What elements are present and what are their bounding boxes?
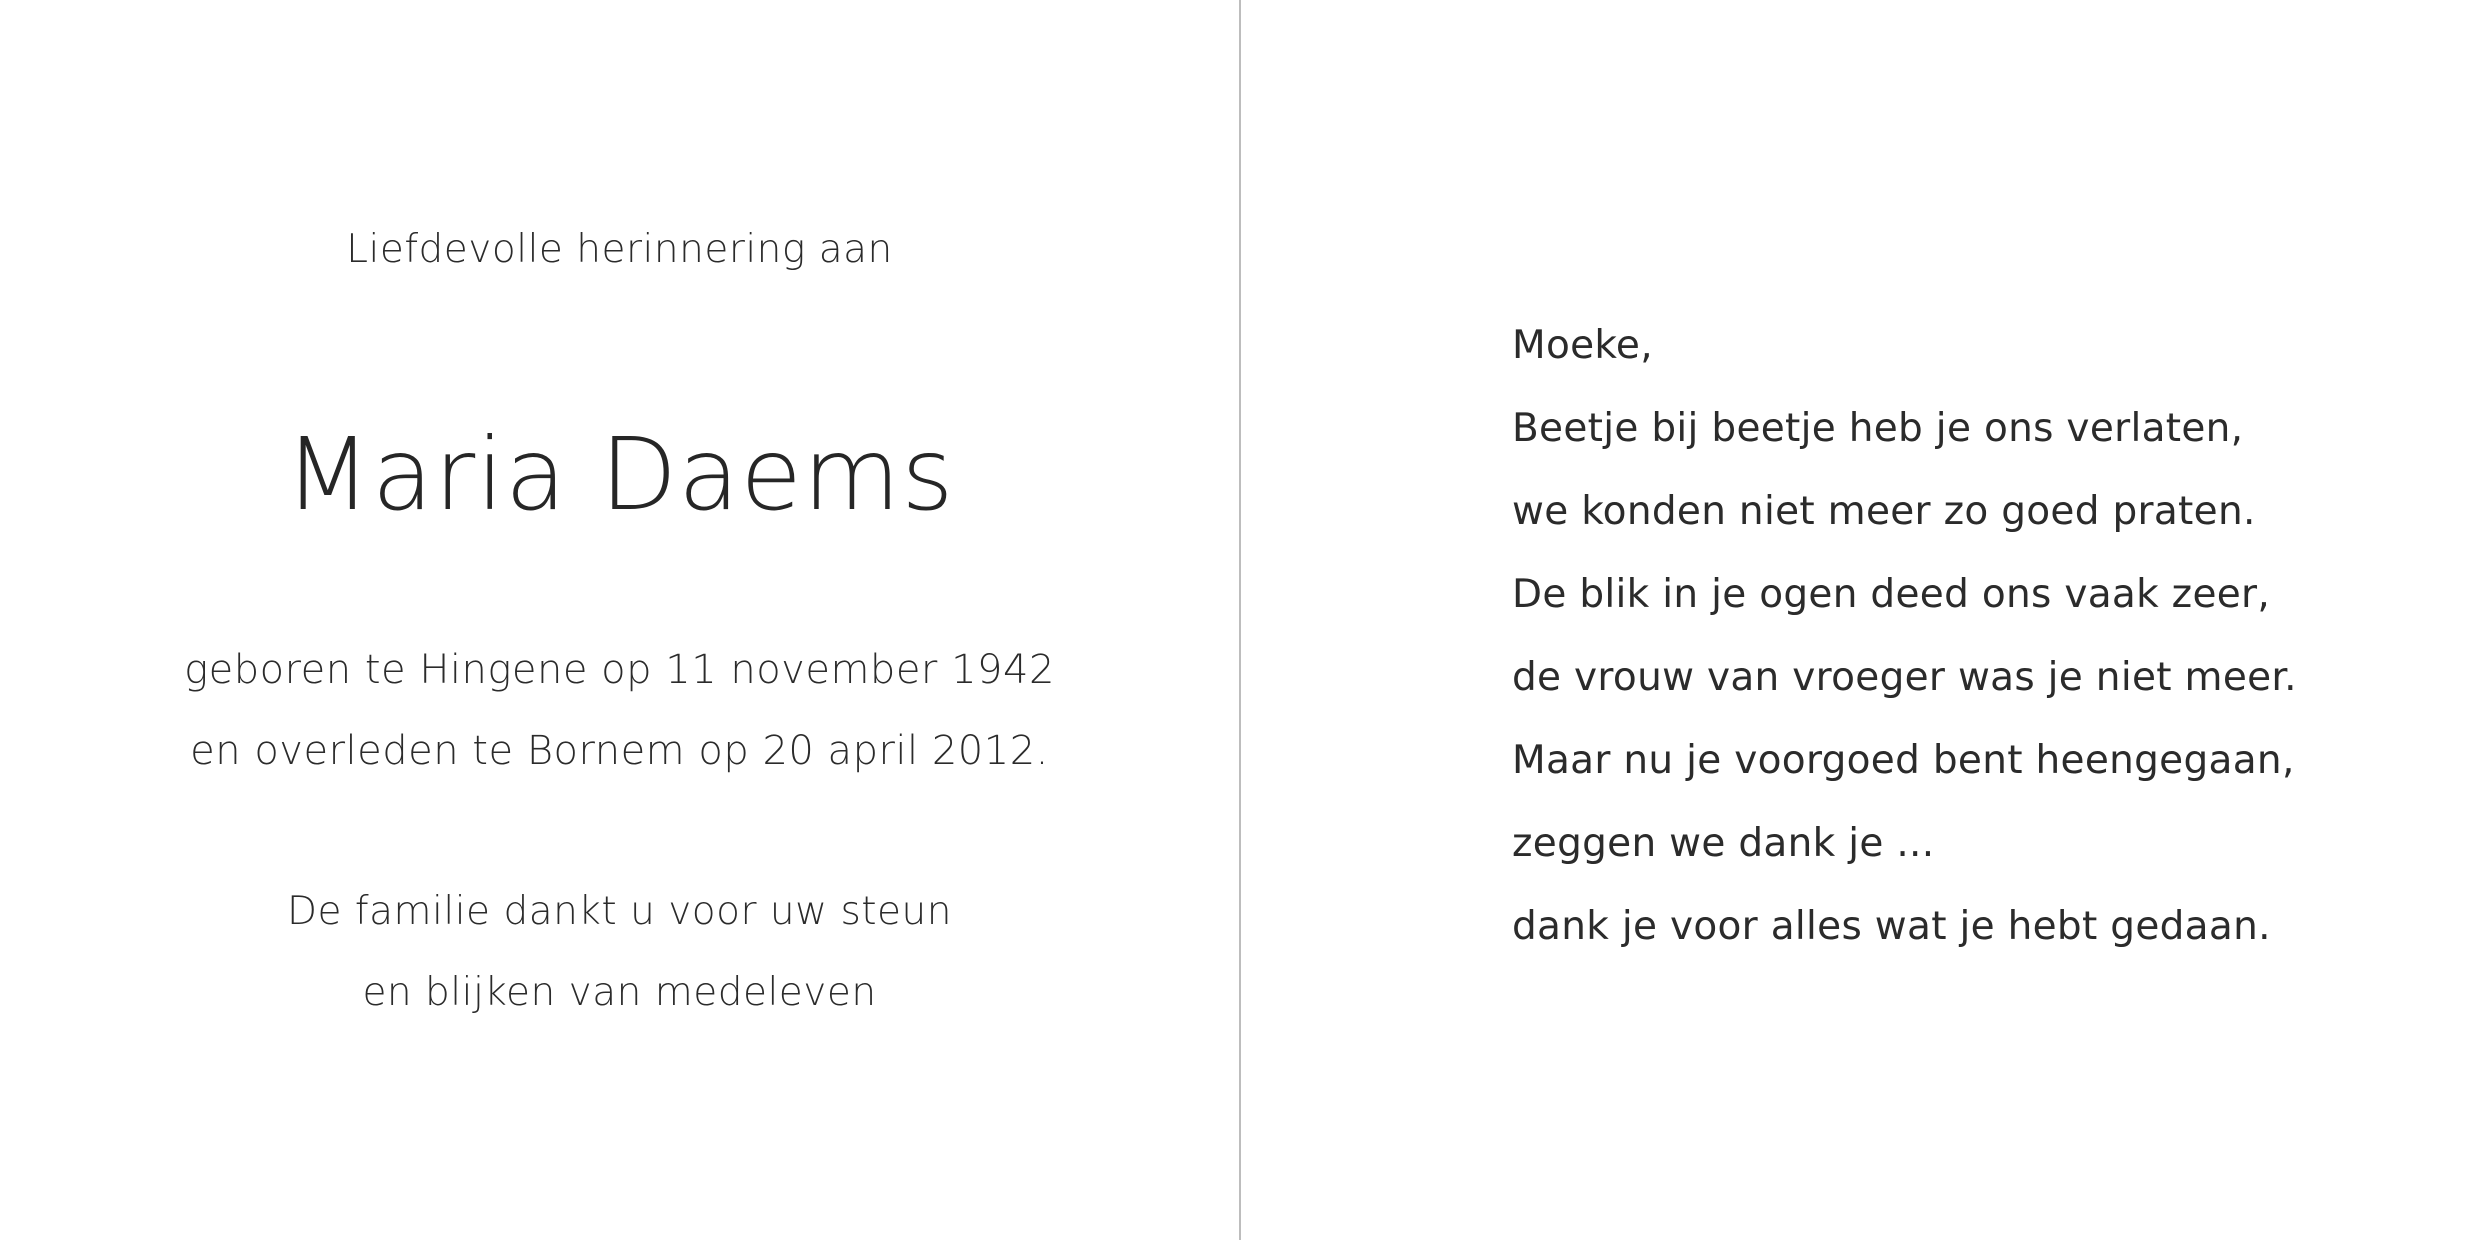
right-page: [1241, 0, 2480, 1240]
thanks-line-1: De familie dankt u voor uw steun: [287, 889, 952, 934]
poem-line: Maar nu je voorgoed bent heengegaan,: [1512, 738, 2295, 783]
poem-line: De blik in je ogen deed ons vaak zeer,: [1512, 572, 2271, 617]
death-line: en overleden te Bornem op 20 april 2012.: [190, 728, 1049, 774]
poem: [1512, 304, 2297, 968]
poem-line: we konden niet meer zo goed praten.: [1512, 489, 2256, 534]
poem-line: Beetje bij beetje heb je ons verlaten,: [1512, 406, 2244, 451]
poem-line: Moeke,: [1512, 323, 1653, 368]
birth-line: geboren te Hingene op 11 november 1942: [184, 647, 1055, 693]
deceased-name: Maria Daems: [284, 416, 955, 533]
poem-line: de vrouw van vroeger was je niet meer.: [1512, 655, 2297, 700]
thanks-line-2: en blijken van medeleven: [362, 970, 877, 1015]
intro-text: Liefdevolle herinnering aan: [346, 227, 893, 272]
poem-line: zeggen we dank je ...: [1512, 821, 1935, 866]
poem-line: dank je voor alles wat je hebt gedaan.: [1512, 904, 2271, 949]
left-page: [0, 0, 1239, 1240]
